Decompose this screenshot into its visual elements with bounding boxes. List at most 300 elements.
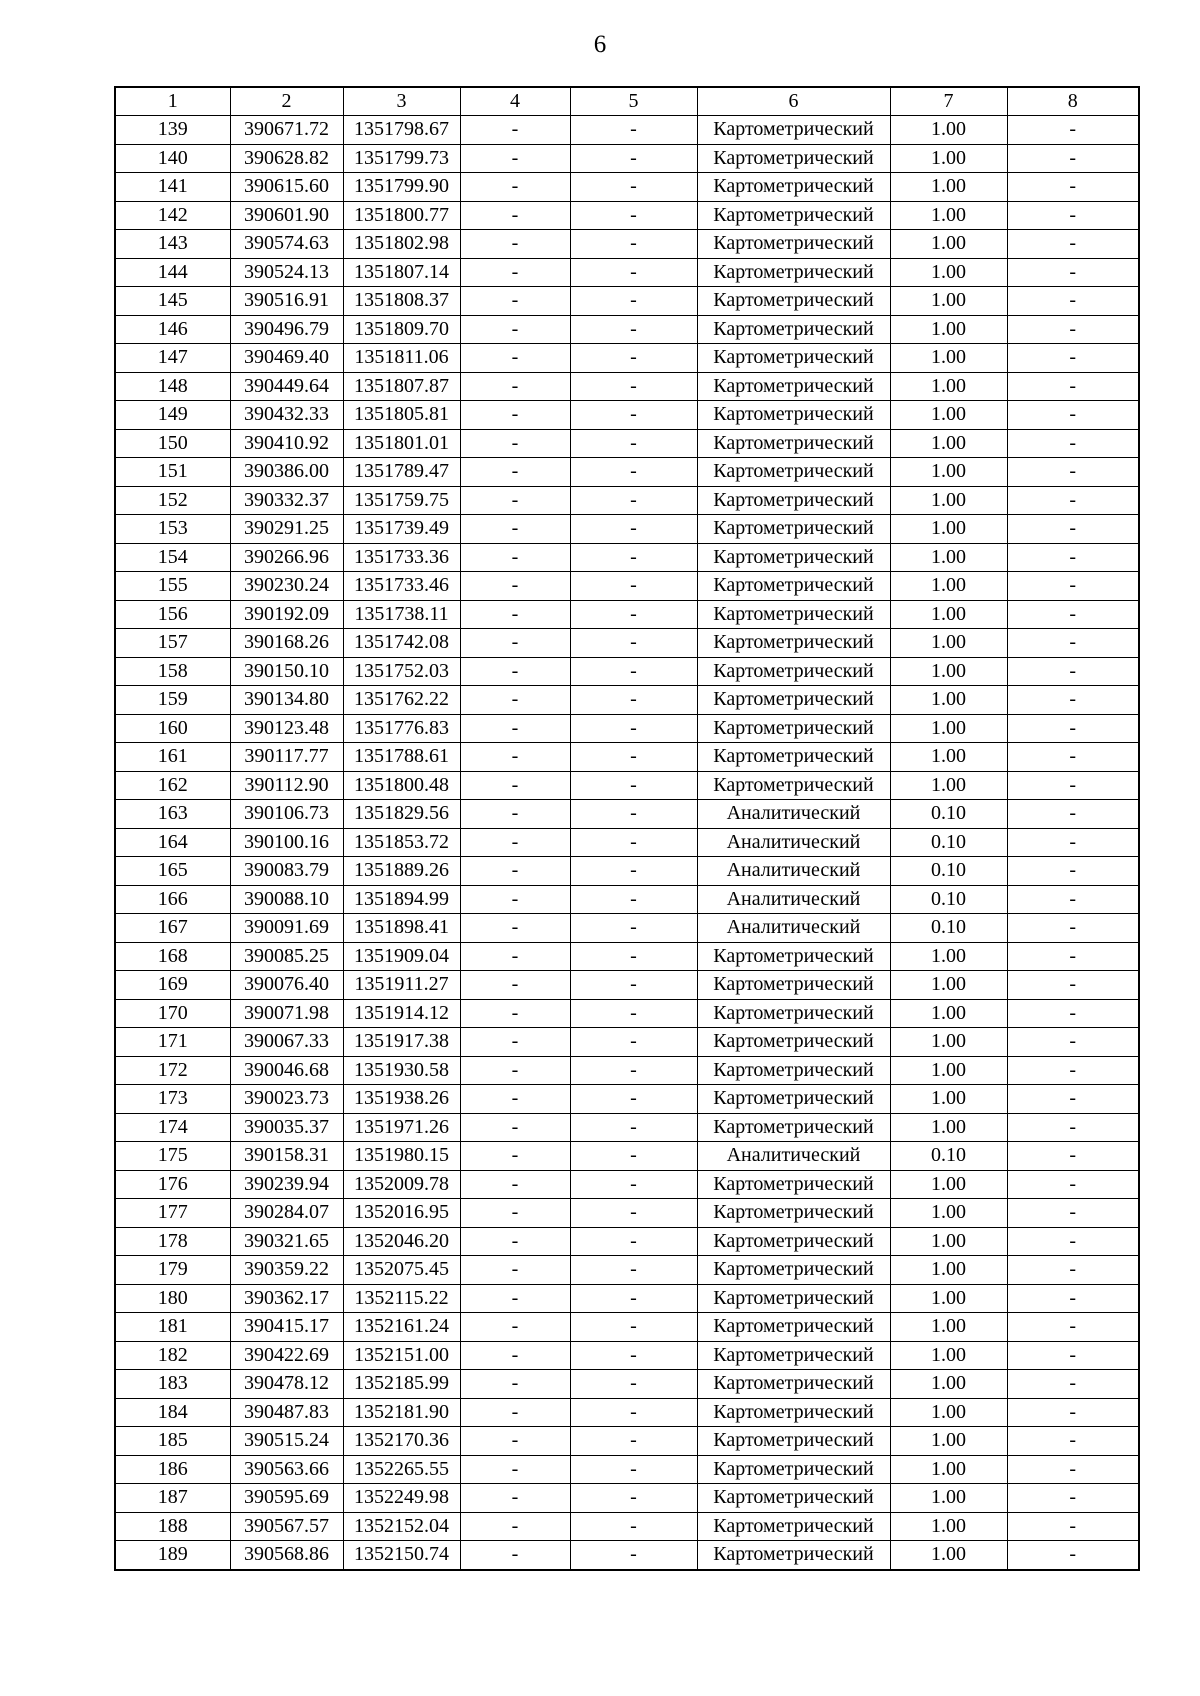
- column-4-cell: -: [460, 1142, 570, 1171]
- method-cell: Аналитический: [697, 1142, 890, 1171]
- column-8-cell: -: [1007, 942, 1139, 971]
- x-coordinate-cell: 390158.31: [230, 1142, 343, 1171]
- point-number-cell: 173: [115, 1085, 230, 1114]
- column-8-cell: -: [1007, 1455, 1139, 1484]
- column-4-cell: -: [460, 743, 570, 772]
- y-coordinate-cell: 1351733.46: [343, 572, 460, 601]
- x-coordinate-cell: 390230.24: [230, 572, 343, 601]
- page-number: 6: [593, 31, 607, 58]
- x-coordinate-cell: 390362.17: [230, 1284, 343, 1313]
- accuracy-cell: 1.00: [890, 1085, 1007, 1114]
- column-4-cell: -: [460, 600, 570, 629]
- column-4-cell: -: [460, 771, 570, 800]
- method-cell: Картометрический: [697, 1370, 890, 1399]
- coordinates-table: [114, 86, 1140, 1571]
- point-number-cell: 144: [115, 258, 230, 287]
- column-header: 7: [890, 87, 1007, 116]
- accuracy-cell: 1.00: [890, 686, 1007, 715]
- column-8-cell: -: [1007, 372, 1139, 401]
- point-number-cell: 147: [115, 344, 230, 373]
- table-row: [115, 1541, 1139, 1570]
- x-coordinate-cell: 390595.69: [230, 1484, 343, 1513]
- y-coordinate-cell: 1352046.20: [343, 1227, 460, 1256]
- method-cell: Картометрический: [697, 1512, 890, 1541]
- table-row: [115, 1056, 1139, 1085]
- method-cell: Картометрический: [697, 942, 890, 971]
- y-coordinate-cell: 1351733.36: [343, 543, 460, 572]
- table-row: [115, 201, 1139, 230]
- method-cell: Картометрический: [697, 543, 890, 572]
- x-coordinate-cell: 390088.10: [230, 885, 343, 914]
- column-8-cell: -: [1007, 515, 1139, 544]
- column-8-cell: -: [1007, 144, 1139, 173]
- y-coordinate-cell: 1351788.61: [343, 743, 460, 772]
- column-5-cell: -: [570, 1341, 697, 1370]
- column-8-cell: -: [1007, 201, 1139, 230]
- column-5-cell: -: [570, 1028, 697, 1057]
- column-5-cell: -: [570, 1427, 697, 1456]
- x-coordinate-cell: 390432.33: [230, 401, 343, 430]
- point-number-cell: 143: [115, 230, 230, 259]
- x-coordinate-cell: 390106.73: [230, 800, 343, 829]
- column-header: 5: [570, 87, 697, 116]
- x-coordinate-cell: 390321.65: [230, 1227, 343, 1256]
- column-4-cell: -: [460, 258, 570, 287]
- column-4-cell: -: [460, 1341, 570, 1370]
- accuracy-cell: 1.00: [890, 714, 1007, 743]
- x-coordinate-cell: 390239.94: [230, 1170, 343, 1199]
- accuracy-cell: 0.10: [890, 857, 1007, 886]
- column-8-cell: -: [1007, 1541, 1139, 1570]
- method-cell: Картометрический: [697, 971, 890, 1000]
- point-number-cell: 145: [115, 287, 230, 316]
- column-8-cell: -: [1007, 401, 1139, 430]
- table-row: [115, 885, 1139, 914]
- y-coordinate-cell: 1351802.98: [343, 230, 460, 259]
- accuracy-cell: 1.00: [890, 486, 1007, 515]
- column-4-cell: -: [460, 429, 570, 458]
- table-row: [115, 1484, 1139, 1513]
- column-5-cell: -: [570, 600, 697, 629]
- column-4-cell: -: [460, 942, 570, 971]
- accuracy-cell: 1.00: [890, 1170, 1007, 1199]
- method-cell: Картометрический: [697, 600, 890, 629]
- point-number-cell: 153: [115, 515, 230, 544]
- column-5-cell: -: [570, 1313, 697, 1342]
- table-row: [115, 486, 1139, 515]
- point-number-cell: 186: [115, 1455, 230, 1484]
- accuracy-cell: 1.00: [890, 401, 1007, 430]
- table-row: [115, 942, 1139, 971]
- method-cell: Картометрический: [697, 771, 890, 800]
- x-coordinate-cell: 390496.79: [230, 315, 343, 344]
- x-coordinate-cell: 390601.90: [230, 201, 343, 230]
- x-coordinate-cell: 390112.90: [230, 771, 343, 800]
- column-5-cell: -: [570, 857, 697, 886]
- column-4-cell: -: [460, 201, 570, 230]
- column-4-cell: -: [460, 458, 570, 487]
- column-5-cell: -: [570, 116, 697, 145]
- column-8-cell: -: [1007, 572, 1139, 601]
- method-cell: Картометрический: [697, 429, 890, 458]
- column-4-cell: -: [460, 401, 570, 430]
- column-4-cell: -: [460, 1427, 570, 1456]
- method-cell: Картометрический: [697, 1427, 890, 1456]
- accuracy-cell: 0.10: [890, 800, 1007, 829]
- y-coordinate-cell: 1351829.56: [343, 800, 460, 829]
- point-number-cell: 165: [115, 857, 230, 886]
- column-5-cell: -: [570, 287, 697, 316]
- column-4-cell: -: [460, 1113, 570, 1142]
- accuracy-cell: 1.00: [890, 1455, 1007, 1484]
- y-coordinate-cell: 1351811.06: [343, 344, 460, 373]
- method-cell: Картометрический: [697, 515, 890, 544]
- y-coordinate-cell: 1352115.22: [343, 1284, 460, 1313]
- column-4-cell: -: [460, 1256, 570, 1285]
- column-4-cell: -: [460, 1455, 570, 1484]
- column-5-cell: -: [570, 1227, 697, 1256]
- method-cell: Картометрический: [697, 458, 890, 487]
- y-coordinate-cell: 1351798.67: [343, 116, 460, 145]
- accuracy-cell: 1.00: [890, 287, 1007, 316]
- column-4-cell: -: [460, 857, 570, 886]
- x-coordinate-cell: 390134.80: [230, 686, 343, 715]
- method-cell: Картометрический: [697, 1398, 890, 1427]
- column-4-cell: -: [460, 629, 570, 658]
- column-8-cell: -: [1007, 1427, 1139, 1456]
- point-number-cell: 166: [115, 885, 230, 914]
- column-5-cell: -: [570, 1455, 697, 1484]
- method-cell: Картометрический: [697, 1170, 890, 1199]
- accuracy-cell: 1.00: [890, 743, 1007, 772]
- method-cell: Картометрический: [697, 1341, 890, 1370]
- table-row: [115, 1113, 1139, 1142]
- accuracy-cell: 1.00: [890, 515, 1007, 544]
- x-coordinate-cell: 390085.25: [230, 942, 343, 971]
- column-8-cell: -: [1007, 914, 1139, 943]
- y-coordinate-cell: 1351776.83: [343, 714, 460, 743]
- method-cell: Картометрический: [697, 1056, 890, 1085]
- point-number-cell: 160: [115, 714, 230, 743]
- column-8-cell: -: [1007, 116, 1139, 145]
- method-cell: Картометрический: [697, 372, 890, 401]
- point-number-cell: 175: [115, 1142, 230, 1171]
- table-row: [115, 344, 1139, 373]
- column-8-cell: -: [1007, 714, 1139, 743]
- method-cell: Картометрический: [697, 572, 890, 601]
- accuracy-cell: 1.00: [890, 1056, 1007, 1085]
- point-number-cell: 179: [115, 1256, 230, 1285]
- table-row: [115, 1028, 1139, 1057]
- table-row: [115, 515, 1139, 544]
- table-row: [115, 714, 1139, 743]
- method-cell: Картометрический: [697, 287, 890, 316]
- column-4-cell: -: [460, 1370, 570, 1399]
- accuracy-cell: 1.00: [890, 315, 1007, 344]
- x-coordinate-cell: 390449.64: [230, 372, 343, 401]
- x-coordinate-cell: 390083.79: [230, 857, 343, 886]
- column-5-cell: -: [570, 572, 697, 601]
- column-5-cell: -: [570, 173, 697, 202]
- column-4-cell: -: [460, 144, 570, 173]
- column-5-cell: -: [570, 315, 697, 344]
- point-number-cell: 180: [115, 1284, 230, 1313]
- table-row: [115, 572, 1139, 601]
- x-coordinate-cell: 390168.26: [230, 629, 343, 658]
- table-row: [115, 458, 1139, 487]
- column-8-cell: -: [1007, 173, 1139, 202]
- y-coordinate-cell: 1351738.11: [343, 600, 460, 629]
- y-coordinate-cell: 1352265.55: [343, 1455, 460, 1484]
- method-cell: Картометрический: [697, 1085, 890, 1114]
- point-number-cell: 157: [115, 629, 230, 658]
- y-coordinate-cell: 1351853.72: [343, 828, 460, 857]
- table-row: [115, 315, 1139, 344]
- column-8-cell: -: [1007, 885, 1139, 914]
- column-5-cell: -: [570, 771, 697, 800]
- column-5-cell: -: [570, 686, 697, 715]
- column-8-cell: -: [1007, 1484, 1139, 1513]
- column-4-cell: -: [460, 230, 570, 259]
- method-cell: Картометрический: [697, 401, 890, 430]
- column-4-cell: -: [460, 999, 570, 1028]
- point-number-cell: 159: [115, 686, 230, 715]
- y-coordinate-cell: 1351971.26: [343, 1113, 460, 1142]
- table-header-row: [115, 87, 1139, 116]
- x-coordinate-cell: 390563.66: [230, 1455, 343, 1484]
- y-coordinate-cell: 1351759.75: [343, 486, 460, 515]
- accuracy-cell: 0.10: [890, 1142, 1007, 1171]
- x-coordinate-cell: 390615.60: [230, 173, 343, 202]
- column-5-cell: -: [570, 942, 697, 971]
- column-8-cell: -: [1007, 543, 1139, 572]
- y-coordinate-cell: 1352075.45: [343, 1256, 460, 1285]
- accuracy-cell: 0.10: [890, 885, 1007, 914]
- column-4-cell: -: [460, 800, 570, 829]
- x-coordinate-cell: 390023.73: [230, 1085, 343, 1114]
- accuracy-cell: 1.00: [890, 344, 1007, 373]
- column-4-cell: -: [460, 572, 570, 601]
- accuracy-cell: 0.10: [890, 828, 1007, 857]
- point-number-cell: 141: [115, 173, 230, 202]
- y-coordinate-cell: 1351799.73: [343, 144, 460, 173]
- column-8-cell: -: [1007, 1398, 1139, 1427]
- table-row: [115, 686, 1139, 715]
- accuracy-cell: 1.00: [890, 1284, 1007, 1313]
- table-row: [115, 1199, 1139, 1228]
- accuracy-cell: 1.00: [890, 1227, 1007, 1256]
- point-number-cell: 148: [115, 372, 230, 401]
- point-number-cell: 140: [115, 144, 230, 173]
- column-8-cell: -: [1007, 1056, 1139, 1085]
- column-5-cell: -: [570, 429, 697, 458]
- method-cell: Картометрический: [697, 1541, 890, 1570]
- column-8-cell: -: [1007, 1341, 1139, 1370]
- column-5-cell: -: [570, 1398, 697, 1427]
- y-coordinate-cell: 1351911.27: [343, 971, 460, 1000]
- point-number-cell: 177: [115, 1199, 230, 1228]
- column-5-cell: -: [570, 486, 697, 515]
- x-coordinate-cell: 390192.09: [230, 600, 343, 629]
- column-4-cell: -: [460, 1284, 570, 1313]
- point-number-cell: 156: [115, 600, 230, 629]
- point-number-cell: 154: [115, 543, 230, 572]
- y-coordinate-cell: 1351800.48: [343, 771, 460, 800]
- column-4-cell: -: [460, 173, 570, 202]
- x-coordinate-cell: 390415.17: [230, 1313, 343, 1342]
- column-5-cell: -: [570, 515, 697, 544]
- column-header: 6: [697, 87, 890, 116]
- column-5-cell: -: [570, 1284, 697, 1313]
- table-row: [115, 743, 1139, 772]
- y-coordinate-cell: 1351789.47: [343, 458, 460, 487]
- table-row: [115, 372, 1139, 401]
- y-coordinate-cell: 1351898.41: [343, 914, 460, 943]
- table-row: [115, 629, 1139, 658]
- column-header: 1: [115, 87, 230, 116]
- method-cell: Аналитический: [697, 828, 890, 857]
- y-coordinate-cell: 1351930.58: [343, 1056, 460, 1085]
- method-cell: Картометрический: [697, 657, 890, 686]
- column-8-cell: -: [1007, 800, 1139, 829]
- column-5-cell: -: [570, 1199, 697, 1228]
- x-coordinate-cell: 390568.86: [230, 1541, 343, 1570]
- accuracy-cell: 1.00: [890, 1028, 1007, 1057]
- column-8-cell: -: [1007, 458, 1139, 487]
- x-coordinate-cell: 390123.48: [230, 714, 343, 743]
- column-4-cell: -: [460, 116, 570, 145]
- column-8-cell: -: [1007, 1256, 1139, 1285]
- y-coordinate-cell: 1351938.26: [343, 1085, 460, 1114]
- accuracy-cell: 1.00: [890, 942, 1007, 971]
- accuracy-cell: 1.00: [890, 543, 1007, 572]
- y-coordinate-cell: 1352249.98: [343, 1484, 460, 1513]
- accuracy-cell: 1.00: [890, 971, 1007, 1000]
- column-8-cell: -: [1007, 857, 1139, 886]
- method-cell: Картометрический: [697, 999, 890, 1028]
- y-coordinate-cell: 1351739.49: [343, 515, 460, 544]
- column-8-cell: -: [1007, 743, 1139, 772]
- table-row: [115, 401, 1139, 430]
- column-5-cell: -: [570, 458, 697, 487]
- column-4-cell: -: [460, 1512, 570, 1541]
- y-coordinate-cell: 1351914.12: [343, 999, 460, 1028]
- y-coordinate-cell: 1352009.78: [343, 1170, 460, 1199]
- method-cell: Картометрический: [697, 144, 890, 173]
- accuracy-cell: 1.00: [890, 629, 1007, 658]
- accuracy-cell: 1.00: [890, 230, 1007, 259]
- column-4-cell: -: [460, 1313, 570, 1342]
- point-number-cell: 182: [115, 1341, 230, 1370]
- table-row: [115, 999, 1139, 1028]
- accuracy-cell: 1.00: [890, 771, 1007, 800]
- column-4-cell: -: [460, 1085, 570, 1114]
- y-coordinate-cell: 1351762.22: [343, 686, 460, 715]
- point-number-cell: 183: [115, 1370, 230, 1399]
- column-header: 4: [460, 87, 570, 116]
- method-cell: Картометрический: [697, 173, 890, 202]
- point-number-cell: 155: [115, 572, 230, 601]
- x-coordinate-cell: 390091.69: [230, 914, 343, 943]
- column-4-cell: -: [460, 1170, 570, 1199]
- column-4-cell: -: [460, 1541, 570, 1570]
- column-header: 3: [343, 87, 460, 116]
- accuracy-cell: 1.00: [890, 1113, 1007, 1142]
- x-coordinate-cell: 390035.37: [230, 1113, 343, 1142]
- table-row: [115, 971, 1139, 1000]
- table-row: [115, 600, 1139, 629]
- method-cell: Картометрический: [697, 714, 890, 743]
- y-coordinate-cell: 1351805.81: [343, 401, 460, 430]
- column-8-cell: -: [1007, 771, 1139, 800]
- method-cell: Картометрический: [697, 315, 890, 344]
- column-8-cell: -: [1007, 657, 1139, 686]
- table-row: [115, 429, 1139, 458]
- column-8-cell: -: [1007, 486, 1139, 515]
- method-cell: Аналитический: [697, 857, 890, 886]
- point-number-cell: 151: [115, 458, 230, 487]
- point-number-cell: 170: [115, 999, 230, 1028]
- accuracy-cell: 1.00: [890, 1341, 1007, 1370]
- x-coordinate-cell: 390332.37: [230, 486, 343, 515]
- point-number-cell: 150: [115, 429, 230, 458]
- column-8-cell: -: [1007, 1170, 1139, 1199]
- x-coordinate-cell: 390046.68: [230, 1056, 343, 1085]
- point-number-cell: 187: [115, 1484, 230, 1513]
- y-coordinate-cell: 1352016.95: [343, 1199, 460, 1228]
- point-number-cell: 168: [115, 942, 230, 971]
- x-coordinate-cell: 390478.12: [230, 1370, 343, 1399]
- accuracy-cell: 1.00: [890, 144, 1007, 173]
- x-coordinate-cell: 390076.40: [230, 971, 343, 1000]
- table-row: [115, 173, 1139, 202]
- y-coordinate-cell: 1352170.36: [343, 1427, 460, 1456]
- column-5-cell: -: [570, 800, 697, 829]
- column-4-cell: -: [460, 287, 570, 316]
- column-8-cell: -: [1007, 629, 1139, 658]
- x-coordinate-cell: 390117.77: [230, 743, 343, 772]
- accuracy-cell: 1.00: [890, 458, 1007, 487]
- column-4-cell: -: [460, 486, 570, 515]
- x-coordinate-cell: 390422.69: [230, 1341, 343, 1370]
- y-coordinate-cell: 1352151.00: [343, 1341, 460, 1370]
- point-number-cell: 178: [115, 1227, 230, 1256]
- y-coordinate-cell: 1351800.77: [343, 201, 460, 230]
- accuracy-cell: 1.00: [890, 999, 1007, 1028]
- y-coordinate-cell: 1351808.37: [343, 287, 460, 316]
- table-row: [115, 116, 1139, 145]
- column-8-cell: -: [1007, 315, 1139, 344]
- table-row: [115, 1085, 1139, 1114]
- column-5-cell: -: [570, 401, 697, 430]
- accuracy-cell: 1.00: [890, 372, 1007, 401]
- column-4-cell: -: [460, 1484, 570, 1513]
- point-number-cell: 164: [115, 828, 230, 857]
- method-cell: Картометрический: [697, 1284, 890, 1313]
- point-number-cell: 139: [115, 116, 230, 145]
- table-row: [115, 828, 1139, 857]
- accuracy-cell: 1.00: [890, 600, 1007, 629]
- column-5-cell: -: [570, 1370, 697, 1399]
- column-4-cell: -: [460, 1227, 570, 1256]
- table-row: [115, 1284, 1139, 1313]
- method-cell: Аналитический: [697, 800, 890, 829]
- column-5-cell: -: [570, 144, 697, 173]
- y-coordinate-cell: 1351909.04: [343, 942, 460, 971]
- table-row: [115, 1455, 1139, 1484]
- y-coordinate-cell: 1351889.26: [343, 857, 460, 886]
- method-cell: Картометрический: [697, 1455, 890, 1484]
